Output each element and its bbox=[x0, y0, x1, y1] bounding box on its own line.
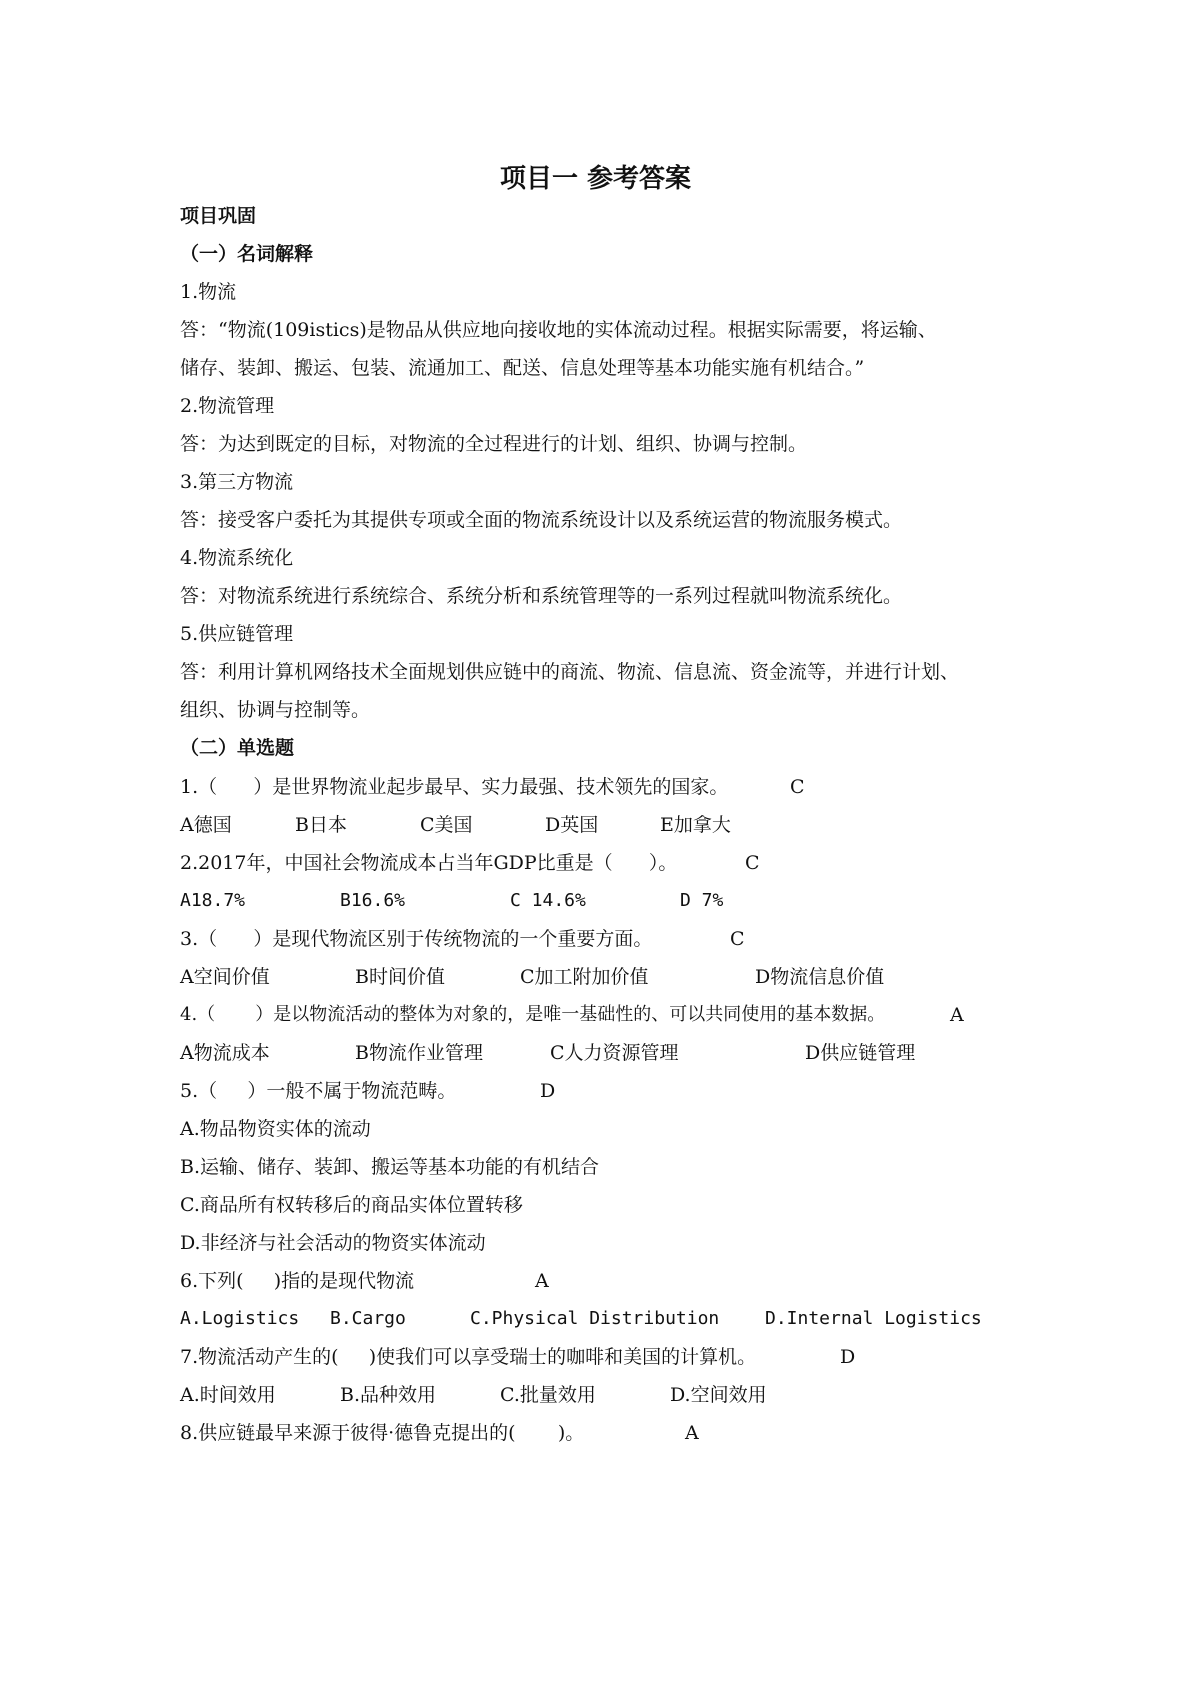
q7-option-c: C.批量效用 bbox=[500, 1384, 596, 1406]
q2-option-d: D 7% bbox=[680, 890, 724, 911]
q3-option-b: B时间价值 bbox=[355, 966, 445, 988]
question-6: 6.下列( )指的是现代物流 bbox=[180, 1270, 415, 1292]
term-4: 4.物流系统化 bbox=[180, 547, 294, 569]
question-4-answer: A bbox=[950, 1004, 964, 1026]
term-2: 2.物流管理 bbox=[180, 395, 275, 417]
question-7: 7.物流活动产生的( )使我们可以享受瑞士的咖啡和美国的计算机。 bbox=[180, 1346, 757, 1368]
q4-option-b: B物流作业管理 bbox=[355, 1042, 483, 1064]
term-3: 3.第三方物流 bbox=[180, 471, 294, 493]
question-7-answer: D bbox=[840, 1346, 856, 1368]
q5-option-d: D.非经济与社会活动的物资实体流动 bbox=[180, 1232, 486, 1254]
question-3-answer: C bbox=[730, 928, 745, 950]
answer-3: 答：接受客户委托为其提供专项或全面的物流系统设计以及系统运营的物流服务模式。 bbox=[180, 509, 903, 531]
answer-2: 答：为达到既定的目标，对物流的全过程进行的计划、组织、协调与控制。 bbox=[180, 433, 808, 455]
question-8: 8.供应链最早来源于彼得·德鲁克提出的( )。 bbox=[180, 1422, 585, 1444]
part1-heading: （一）名词解释 bbox=[180, 243, 314, 265]
section-heading: 项目巩固 bbox=[180, 205, 257, 227]
q7-option-d: D.空间效用 bbox=[670, 1384, 767, 1406]
q3-option-d: D物流信息价值 bbox=[755, 966, 885, 988]
question-4: 4.（ ）是以物流活动的整体为对象的，是唯一基础性的、可以共同使用的基本数据。 bbox=[180, 1004, 886, 1025]
question-8-answer: A bbox=[685, 1422, 699, 1444]
q1-option-d: D英国 bbox=[545, 814, 599, 836]
answer-5-line2: 组织、协调与控制等。 bbox=[180, 699, 371, 721]
question-2-answer: C bbox=[745, 852, 760, 874]
q3-option-a: A空间价值 bbox=[180, 966, 270, 988]
q2-option-c: C 14.6% bbox=[510, 890, 586, 911]
term-1: 1.物流 bbox=[180, 281, 237, 303]
q1-option-c: C美国 bbox=[420, 814, 473, 836]
question-3: 3.（ ）是现代物流区别于传统物流的一个重要方面。 bbox=[180, 928, 653, 950]
term-5: 5.供应链管理 bbox=[180, 623, 294, 645]
question-2: 2.2017年，中国社会物流成本占当年GDP比重是（ ）。 bbox=[180, 852, 678, 874]
q5-option-c: C.商品所有权转移后的商品实体位置转移 bbox=[180, 1194, 523, 1216]
part2-heading: （二）单选题 bbox=[180, 737, 295, 759]
answer-4: 答：对物流系统进行系统综合、系统分析和系统管理等的一系列过程就叫物流系统化。 bbox=[180, 585, 903, 607]
q4-option-c: C人力资源管理 bbox=[550, 1042, 679, 1064]
page-title: 项目一 参考答案 bbox=[499, 164, 692, 194]
q6-option-d: D.Internal Logistics bbox=[765, 1308, 982, 1329]
q6-option-b: B.Cargo bbox=[330, 1308, 406, 1329]
answer-1-line1: 答：“物流(109istics)是物品从供应地向接收地的实体流动过程。根据实际需要，将运输、 bbox=[180, 319, 937, 341]
answer-1-line2: 储存、装卸、搬运、包装、流通加工、配送、信息处理等基本功能实施有机结合。” bbox=[180, 357, 865, 379]
question-5-answer: D bbox=[540, 1080, 556, 1102]
q7-option-a: A.时间效用 bbox=[180, 1384, 276, 1406]
q1-option-a: A德国 bbox=[180, 814, 232, 836]
q6-option-c: C.Physical Distribution bbox=[470, 1308, 720, 1329]
question-1-answer: C bbox=[790, 776, 805, 798]
q1-option-e: E加拿大 bbox=[660, 814, 731, 836]
question-6-answer: A bbox=[535, 1270, 549, 1292]
question-1: 1.（ ）是世界物流业起步最早、实力最强、技术领先的国家。 bbox=[180, 776, 729, 798]
question-5: 5.（ ）一般不属于物流范畴。 bbox=[180, 1080, 457, 1102]
q2-option-b: B16.6% bbox=[340, 890, 406, 911]
q7-option-b: B.品种效用 bbox=[340, 1384, 437, 1406]
q4-option-d: D供应链管理 bbox=[805, 1042, 916, 1064]
q5-option-a: A.物品物资实体的流动 bbox=[180, 1118, 371, 1140]
answer-5-line1: 答：利用计算机网络技术全面规划供应链中的商流、物流、信息流、资金流等，并进行计划、 bbox=[180, 661, 960, 683]
q6-option-a: A.Logistics bbox=[180, 1308, 300, 1329]
q2-option-a: A18.7% bbox=[180, 890, 246, 911]
q5-option-b: B.运输、储存、装卸、搬运等基本功能的有机结合 bbox=[180, 1156, 600, 1178]
q3-option-c: C加工附加价值 bbox=[520, 966, 649, 988]
q1-option-b: B日本 bbox=[295, 814, 347, 836]
q4-option-a: A物流成本 bbox=[180, 1042, 270, 1064]
